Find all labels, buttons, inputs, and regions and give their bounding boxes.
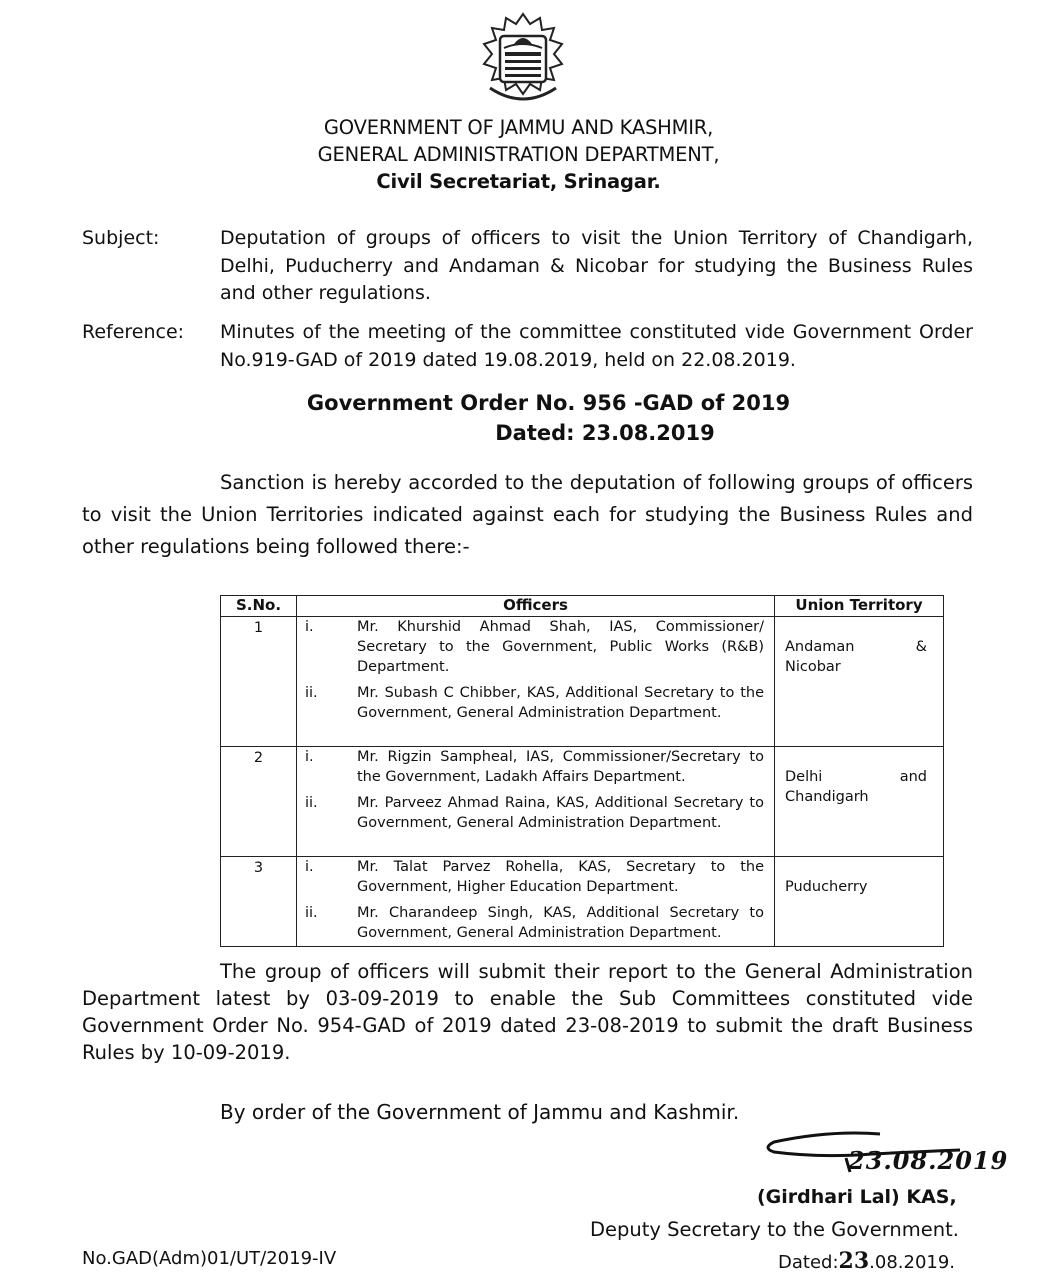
officer-text: Mr. Parveez Ahmad Raina, KAS, Additional Secretary to Government, General Administration Department.: [357, 795, 764, 831]
signatory-designation: Deputy Secretary to the Government.: [590, 1218, 959, 1241]
row-union-territory: [775, 747, 944, 857]
reference-text: Minutes of the meeting of the committee constituted vide Government Order No.919-GAD of 2019 dated 19.08.2019, held on 22.08.2019.: [220, 321, 973, 371]
officer-entry: [297, 683, 774, 723]
row-sno: 1: [221, 617, 297, 747]
col-header-sno: S.No.: [221, 596, 297, 617]
order-date: Dated: 23.08.2019: [495, 421, 715, 445]
closing-paragraph: The group of officers will submit their report to the General Administration Department latest by 03-09-2019 to enable the Sub Committees constituted vide Government Order No. 954-GAD of 2019 dated 23-08-2019 to submit the draft Business Rules by 10-09-2019.: [82, 960, 973, 1064]
subject-text: Deputation of groups of officers to visit the Union Territory of Chandigarh, Delhi, Puducherry and Andaman & Nicobar for studying the Business Rules and other regulations.: [220, 227, 973, 304]
officer-number: i.: [305, 749, 314, 765]
order-title: Government Order No. 956 -GAD of 2019: [306, 391, 791, 415]
header-government: GOVERNMENT OF JAMMU AND KASHMIR,: [323, 116, 714, 139]
officer-text: Mr. Charandeep Singh, KAS, Additional Secretary to Government, General Administration Department.: [357, 905, 764, 941]
table-row: [221, 617, 944, 747]
handwritten-date: 23.08.2019: [848, 1146, 1009, 1175]
officer-number: i.: [305, 859, 314, 875]
col-header-ut: Union Territory: [775, 596, 944, 617]
reference-number: No.GAD(Adm)01/UT/2019-IV: [82, 1248, 337, 1269]
officer-number: ii.: [305, 795, 318, 811]
row-union-territory: [775, 857, 944, 947]
by-order-line: By order of the Government of Jammu and Kashmir.: [220, 1100, 740, 1124]
ut-name: Andaman & Nicobar: [785, 639, 927, 675]
state-emblem-icon: [478, 10, 568, 112]
footer-date-label: Dated:: [778, 1252, 839, 1273]
col-header-officers: Officers: [297, 596, 775, 617]
officer-text: Mr. Rigzin Sampheal, IAS, Commissioner/Secretary to the Government, Ladakh Affairs Department.: [357, 749, 764, 785]
intro-paragraph: Sanction is hereby accorded to the deputation of following groups of officers to visit the Union Territories indicated against each for studying the Business Rules and other regulations being followed there:-: [82, 471, 973, 558]
footer-date: [778, 1248, 955, 1274]
officer-entry: [297, 617, 774, 677]
officers-table: [220, 595, 944, 947]
footer-date-rest: .08.2019.: [869, 1252, 956, 1273]
signatory-name: (Girdhari Lal) KAS,: [757, 1186, 957, 1208]
officer-text: Mr. Khurshid Ahmad Shah, IAS, Commissioner/ Secretary to the Government, Public Works (R&B) Department.: [357, 619, 764, 675]
row-officers: [297, 747, 775, 857]
header-location: Civil Secretariat, Srinagar.: [376, 170, 661, 193]
table-header-row: [221, 596, 944, 617]
officer-entry: [297, 793, 774, 833]
reference-label: Reference:: [82, 321, 185, 343]
officer-number: i.: [305, 619, 314, 635]
row-officers: [297, 857, 775, 947]
officer-text: Mr. Subash C Chibber, KAS, Additional Secretary to the Government, General Administration Department.: [357, 685, 764, 721]
row-union-territory: [775, 617, 944, 747]
officer-number: ii.: [305, 905, 318, 921]
row-officers: [297, 617, 775, 747]
footer-date-day: 23: [838, 1248, 870, 1274]
ut-name: Puducherry: [785, 879, 868, 895]
table-row: [221, 747, 944, 857]
row-sno: 2: [221, 747, 297, 857]
table-row: [221, 857, 944, 947]
officer-entry: [297, 903, 774, 943]
header-department: GENERAL ADMINISTRATION DEPARTMENT,: [317, 143, 720, 166]
ut-name: Delhi and Chandigarh: [785, 769, 927, 805]
subject-label: Subject:: [82, 227, 160, 249]
officer-entry: [297, 747, 774, 787]
officer-text: Mr. Talat Parvez Rohella, KAS, Secretary to the Government, Higher Education Department.: [357, 859, 764, 895]
officer-entry: [297, 857, 774, 897]
row-sno: 3: [221, 857, 297, 947]
officer-number: ii.: [305, 685, 318, 701]
